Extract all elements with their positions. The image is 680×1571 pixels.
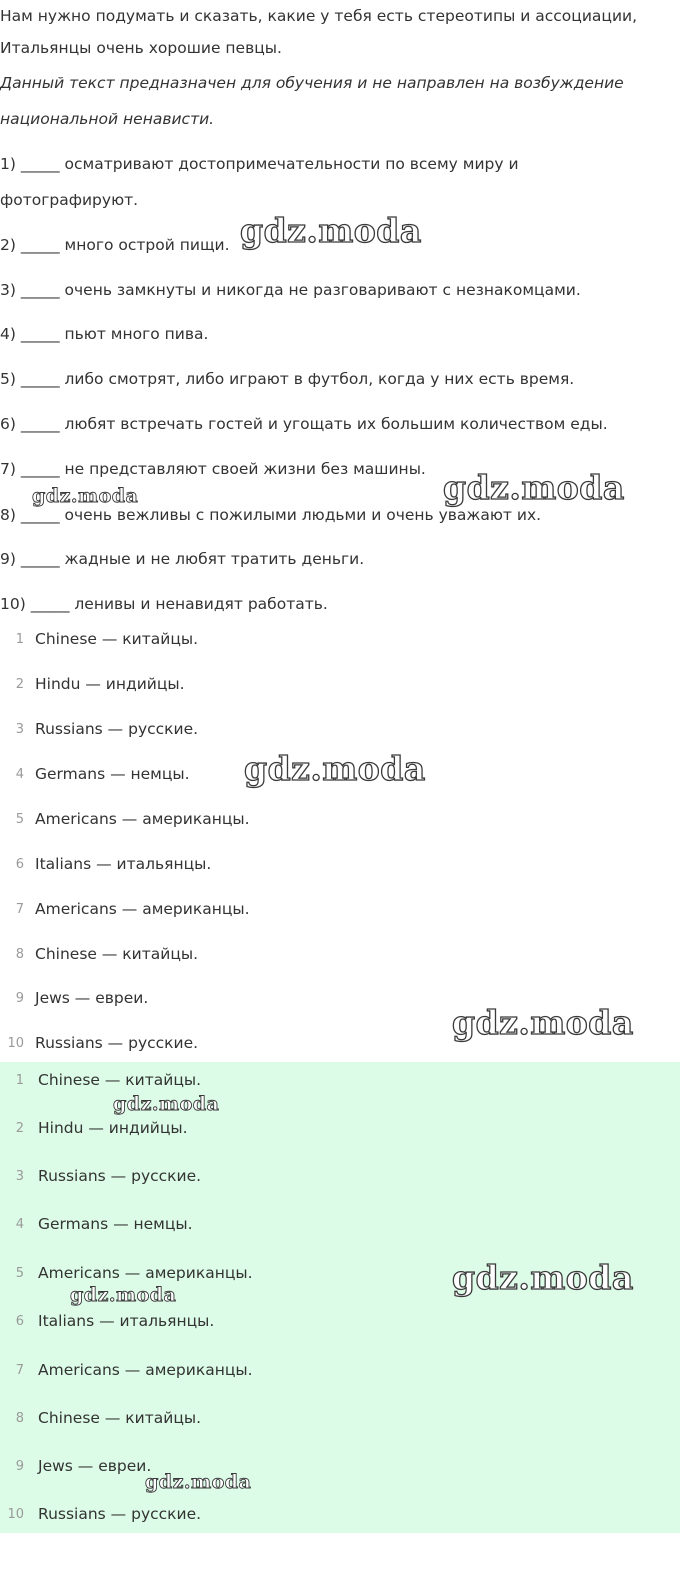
item-number: 1 bbox=[15, 632, 24, 647]
intro-text-line-1: Нам нужно подумать и сказать, какие у тебя есть стереотипы и ассоциации, bbox=[0, 7, 638, 25]
watermark-logo: gdz.moda bbox=[32, 485, 139, 507]
item-text: Russians — русские. bbox=[38, 1505, 202, 1523]
item-text: Americans — американцы. bbox=[38, 1264, 253, 1282]
item-text: Americans — американцы. bbox=[35, 900, 250, 918]
item-number: 8 bbox=[15, 1411, 24, 1426]
disclaimer-line-2: национальной ненависти. bbox=[0, 110, 215, 128]
item-text: Germans — немцы. bbox=[38, 1215, 193, 1233]
watermark-logo: gdz.moda bbox=[452, 1003, 634, 1042]
intro-text-line-2: Итальянцы очень хорошие певцы. bbox=[0, 39, 282, 57]
question-2: 2) _____ много острой пищи. bbox=[0, 236, 230, 254]
watermark-logo: gdz.moda bbox=[113, 1093, 220, 1115]
item-text: Chinese — китайцы. bbox=[38, 1071, 202, 1089]
item-text: Hindu — индийцы. bbox=[38, 1119, 188, 1137]
item-number: 5 bbox=[15, 1266, 24, 1281]
item-text: Chinese — китайцы. bbox=[35, 945, 199, 963]
watermark-logo: gdz.moda bbox=[240, 211, 422, 250]
answer-box bbox=[0, 1062, 680, 1533]
question-6: 6) _____ любят встречать гостей и угощать их большим количеством еды. bbox=[0, 415, 608, 433]
question-3: 3) _____ очень замкнуты и никогда не разговаривают с незнакомцами. bbox=[0, 281, 581, 299]
item-number: 4 bbox=[15, 767, 24, 782]
item-number: 6 bbox=[15, 1314, 24, 1329]
item-number: 2 bbox=[15, 1121, 24, 1136]
item-number: 2 bbox=[15, 677, 24, 692]
item-text: Hindu — индийцы. bbox=[35, 675, 185, 693]
item-number: 9 bbox=[15, 1459, 24, 1474]
question-1: 1) _____ осматривают достопримечательности по всему миру и bbox=[0, 155, 519, 173]
watermark-logo: gdz.moda bbox=[70, 1284, 177, 1306]
question-4: 4) _____ пьют много пива. bbox=[0, 325, 209, 343]
item-text: Italians — итальянцы. bbox=[35, 855, 212, 873]
item-text: Chinese — китайцы. bbox=[38, 1409, 202, 1427]
watermark-logo: gdz.moda bbox=[244, 749, 426, 788]
item-number: 3 bbox=[15, 1169, 24, 1184]
item-number: 4 bbox=[15, 1217, 24, 1232]
item-number: 7 bbox=[15, 902, 24, 917]
item-number: 3 bbox=[15, 722, 24, 737]
question-9: 9) _____ жадные и не любят тратить деньги. bbox=[0, 550, 365, 568]
item-text: Germans — немцы. bbox=[35, 765, 190, 783]
item-number: 9 bbox=[15, 991, 24, 1006]
item-text: Jews — евреи. bbox=[38, 1457, 152, 1475]
question-5: 5) _____ либо смотрят, либо играют в футбол, когда у них есть время. bbox=[0, 370, 575, 388]
item-text: Russians — русские. bbox=[38, 1167, 202, 1185]
watermark-logo: gdz.moda bbox=[443, 468, 625, 507]
question-8: 8) _____ очень вежливы с пожилыми людьми и очень уважают их. bbox=[0, 506, 542, 524]
watermark-logo: gdz.moda bbox=[452, 1258, 634, 1297]
item-text: Americans — американцы. bbox=[35, 810, 250, 828]
item-number: 10 bbox=[7, 1036, 24, 1051]
item-number: 7 bbox=[15, 1363, 24, 1378]
item-number: 10 bbox=[7, 1507, 24, 1522]
item-text: Americans — американцы. bbox=[38, 1361, 253, 1379]
item-text: Chinese — китайцы. bbox=[35, 630, 199, 648]
watermark-logo: gdz.moda bbox=[145, 1471, 252, 1493]
question-7: 7) _____ не представляют своей жизни без машины. bbox=[0, 460, 426, 478]
item-number: 6 bbox=[15, 857, 24, 872]
item-text: Italians — итальянцы. bbox=[38, 1312, 215, 1330]
question-10: 10) _____ ленивы и ненавидят работать. bbox=[0, 595, 328, 613]
item-number: 8 bbox=[15, 947, 24, 962]
item-number: 1 bbox=[15, 1073, 24, 1088]
disclaimer-line-1: Данный текст предназначен для обучения и не направлен на возбуждение bbox=[0, 74, 624, 92]
question-1-continued: фотографируют. bbox=[0, 191, 139, 209]
item-text: Russians — русские. bbox=[35, 720, 199, 738]
item-text: Jews — евреи. bbox=[35, 989, 149, 1007]
item-number: 5 bbox=[15, 812, 24, 827]
item-text: Russians — русские. bbox=[35, 1034, 199, 1052]
